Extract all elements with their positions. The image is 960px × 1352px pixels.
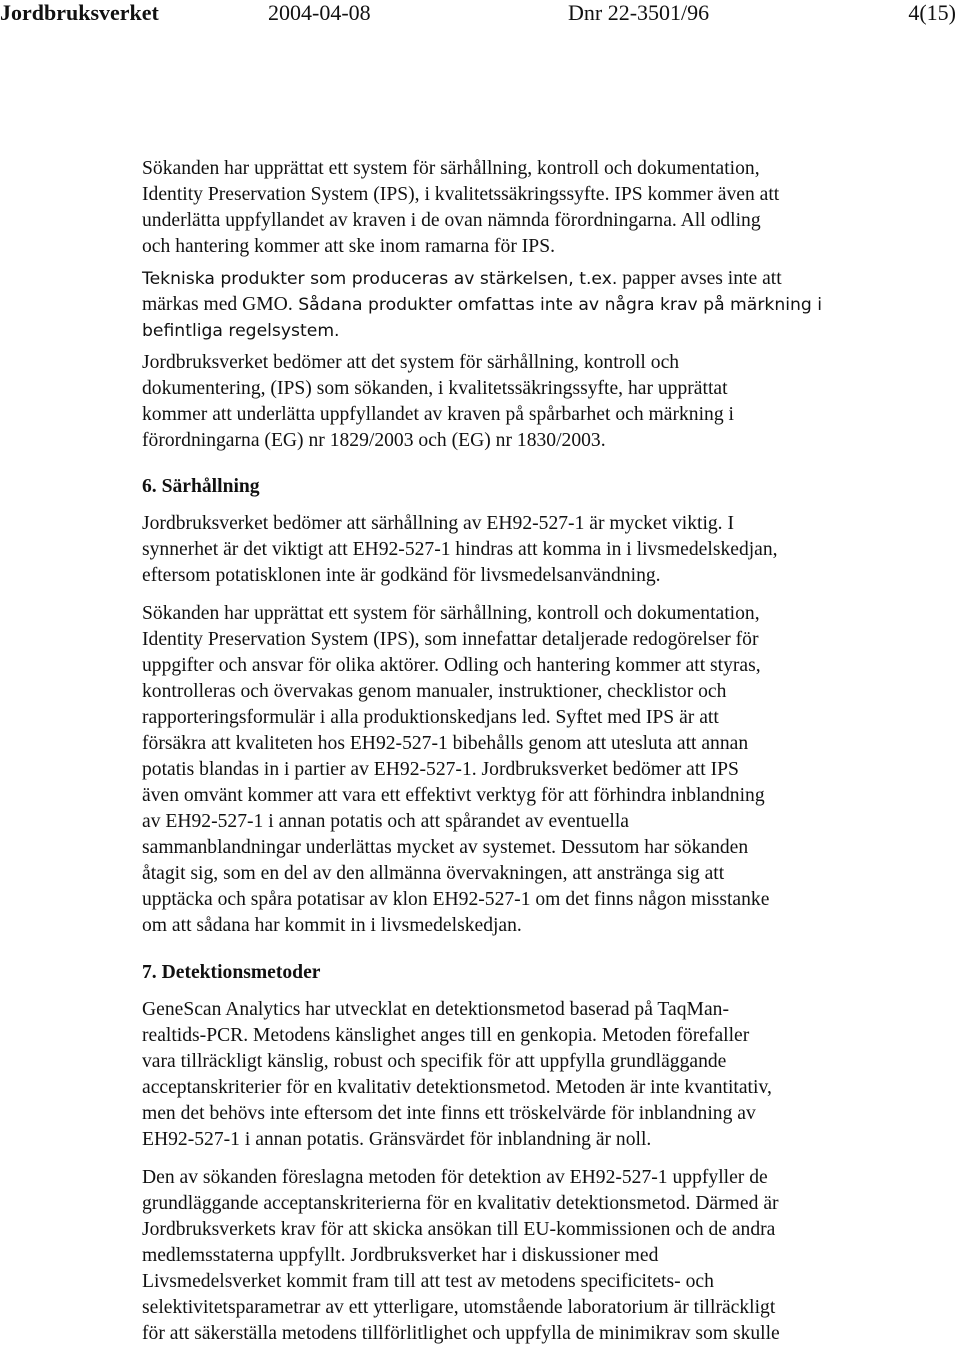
paragraph-segregation-importance <box>142 511 922 589</box>
text-line: kommer att underlätta uppfyllandet av kraven på spårbarhet och märkning i <box>142 404 734 425</box>
header-org: Jordbruksverket <box>0 0 159 25</box>
text-line: grundläggande acceptanskriterierna för en kvalitativ detektionsmetod. Därmed är <box>142 1193 779 1214</box>
text-line: Sökanden har upprättat ett system för särhållning, kontroll och dokumentation, <box>142 158 760 179</box>
section-heading: 6. Särhållning <box>142 476 260 497</box>
text-line: uppgifter och ansvar för olika aktörer. Odling och hantering kommer att styras, <box>142 655 761 676</box>
text-line: vara tillräckligt känslig, robust och specifik för att uppfylla grundläggande <box>142 1051 727 1072</box>
paragraph-ips-system <box>142 601 922 939</box>
text-line: Identity Preservation System (IPS), i kvalitetssäkringssyfte. IPS kommer även att <box>142 184 780 205</box>
paragraph-detection-method <box>142 997 922 1153</box>
header-page-number: 4(15) <box>908 0 956 25</box>
text-line: realtids-PCR. Metodens känslighet anges till en genkopia. Metoden förefaller <box>142 1025 750 1046</box>
text-line: Livsmedelsverket kommit fram till att test av metodens specificitets- och <box>142 1271 714 1292</box>
text-line: förordningarna (EG) nr 1829/2003 och (EG) nr 1830/2003. <box>142 430 606 451</box>
text-line: även omvänt kommer att vara ett effektivt verktyg för att förhindra inblandning <box>142 785 765 806</box>
document-body <box>142 156 922 1347</box>
text-line: dokumentering, (IPS) som sökanden, i kvalitetssäkringssyfte, har upprättat <box>142 378 728 399</box>
text-line: EH92-527-1 i annan potatis. Gränsvärdet för inblandning är noll. <box>142 1129 652 1150</box>
text-line: försäkra att kvaliteten hos EH92-527-1 bibehålls genom att utesluta att annan <box>142 733 749 754</box>
text-segment: Sådana produkter omfattas inte av några krav på märkning i <box>292 295 823 315</box>
header-date: 2004-04-08 <box>268 0 371 25</box>
text-line: för att säkerställa metodens tillförlitlighet och uppfylla de minimikrav som skulle <box>142 1323 780 1344</box>
text-line: eftersom potatisklonen inte är godkänd för livsmedelsanvändning. <box>142 565 661 586</box>
text-segment: Tekniska produkter som produceras av stärkelsen, t.ex. <box>142 269 618 289</box>
text-line: kontrolleras och övervakas genom manualer, instruktioner, checklistor och <box>142 681 727 702</box>
text-line: Sökanden har upprättat ett system för särhållning, kontroll och dokumentation, <box>142 603 760 624</box>
text-line: sammanblandningar underlättas mycket av systemet. Dessutom har sökanden <box>142 837 749 858</box>
text-line: men det behövs inte eftersom det inte finns ett tröskelvärde för inblandning av <box>142 1103 756 1124</box>
text-line: synnerhet är det viktigt att EH92-527-1 hindras att komma in i livsmedelskedjan, <box>142 539 778 560</box>
paragraph-method-acceptance <box>142 1165 922 1347</box>
text-line <box>142 266 922 292</box>
text-line: Jordbruksverket bedömer att det system för särhållning, kontroll och <box>142 352 680 373</box>
text-line: Jordbruksverkets krav för att skicka ansökan till EU-kommissionen och de andra <box>142 1219 776 1240</box>
text-line: rapporteringsformulär i alla produktionskedjans led. Syftet med IPS är att <box>142 707 719 728</box>
text-line: och hantering kommer att ske inom ramarna för IPS. <box>142 236 555 257</box>
text-line: medlemsstaterna uppfyllt. Jordbruksverket har i diskussioner med <box>142 1245 659 1266</box>
paragraph-technical-products <box>142 266 922 344</box>
text-line: GeneScan Analytics har utvecklat en detektionsmetod baserad på TaqMan- <box>142 999 729 1020</box>
text-line: selektivitetsparametrar av ett ytterligare, utomstående laboratorium är tillräckligt <box>142 1297 776 1318</box>
text-line: underlätta uppfyllandet av kraven i de ovan nämnda förordningarna. All odling <box>142 210 761 231</box>
header-dnr: Dnr 22-3501/96 <box>568 0 710 25</box>
paragraph-assessment <box>142 350 922 454</box>
paragraph-ips-intro <box>142 156 922 260</box>
text-line: av EH92-527-1 i annan potatis och att spårandet av eventuella <box>142 811 629 832</box>
text-line: upptäcka och spåra potatisar av klon EH92-527-1 om det finns någon misstanke <box>142 889 770 910</box>
text-segment: befintliga regelsystem. <box>142 321 340 341</box>
text-line: potatis blandas in i partier av EH92-527-1. Jordbruksverket bedömer att IPS <box>142 759 739 780</box>
page-header <box>0 0 960 40</box>
text-segment: papper avses inte att <box>617 268 782 289</box>
text-line: Den av sökanden föreslagna metoden för detektion av EH92-527-1 uppfyller de <box>142 1167 768 1188</box>
text-segment: märkas med GMO. <box>142 294 293 315</box>
text-line: Identity Preservation System (IPS), som innefattar detaljerade redogörelser för <box>142 629 759 650</box>
text-line: acceptanskriterier för en kvalitativ detektionsmetod. Metoden är inte kvantitativ, <box>142 1077 772 1098</box>
text-line <box>142 318 922 344</box>
text-line: Jordbruksverket bedömer att särhållning av EH92-527-1 är mycket viktig. I <box>142 513 735 534</box>
text-line: åtagit sig, som en del av den allmänna övervakningen, att anstränga sig att <box>142 863 725 884</box>
section-heading: 7. Detektionsmetoder <box>142 962 321 983</box>
text-line: om att sådana har kommit in i livsmedelskedjan. <box>142 915 522 936</box>
text-line <box>142 292 922 318</box>
